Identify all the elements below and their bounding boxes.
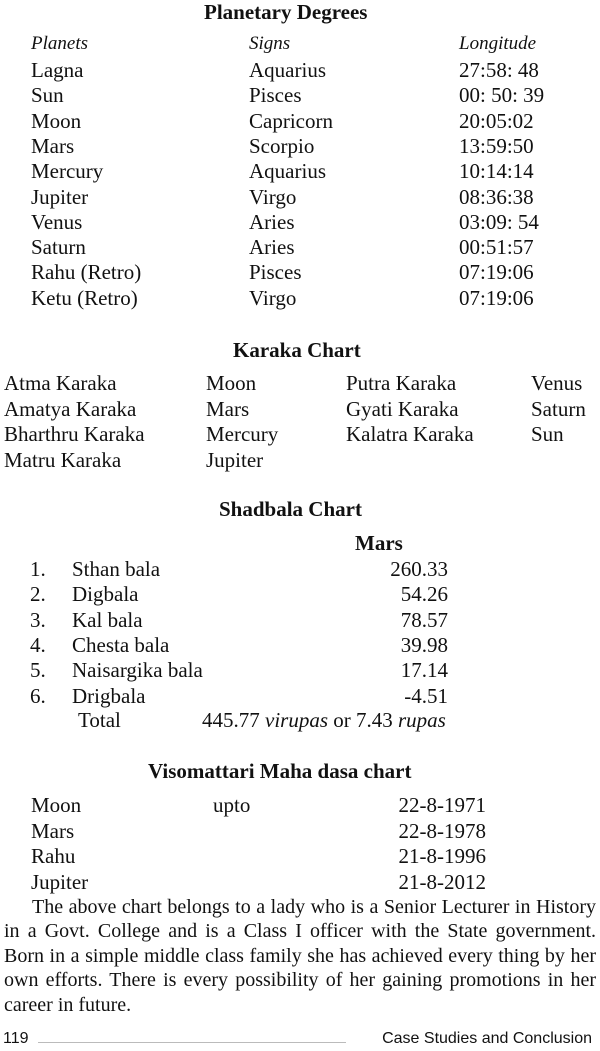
dasa-date: 21-8-2012 bbox=[398, 869, 486, 894]
shadbala-number: 4. bbox=[30, 632, 46, 657]
shadbala-number: 3. bbox=[30, 607, 46, 632]
planet-sign: Aquarius bbox=[249, 58, 326, 82]
planet-name: Saturn bbox=[31, 235, 86, 260]
total-rupas-value: 7.43 bbox=[356, 708, 393, 732]
planet-name: Mars bbox=[31, 133, 75, 158]
planet-name: Rahu (Retro) bbox=[31, 260, 142, 285]
shadbala-name: Sthan bala bbox=[72, 557, 161, 581]
planet-name: Lagna bbox=[31, 58, 84, 82]
planet-sign: Scorpio bbox=[249, 133, 315, 158]
planet-longitude: 10:14:14 bbox=[459, 159, 534, 184]
karaka-planet: Sun bbox=[531, 422, 564, 446]
footer-rule bbox=[38, 1042, 346, 1043]
karaka-chart-title: Karaka Chart bbox=[233, 338, 361, 362]
total-virupas-value: 445.77 bbox=[202, 708, 260, 732]
dasa-planet: Rahu bbox=[31, 844, 76, 868]
planet-sign: Virgo bbox=[249, 285, 297, 310]
planet-name: Venus bbox=[31, 209, 83, 234]
planet-longitude: 27:58: 48 bbox=[459, 58, 539, 82]
planet-sign: Aries bbox=[249, 209, 295, 234]
karaka-name: Atma Karaka bbox=[4, 371, 117, 395]
planet-sign: Pisces bbox=[249, 83, 302, 108]
planets-column-header: Planets bbox=[31, 33, 88, 54]
shadbala-name: Naisargika bala bbox=[72, 658, 203, 683]
shadbala-total-label: Total bbox=[78, 708, 121, 732]
planet-longitude: 00: 50: 39 bbox=[459, 83, 545, 108]
shadbala-number: 2. bbox=[30, 582, 46, 607]
karaka-name: Kalatra Karaka bbox=[346, 422, 474, 446]
page-number: 119 bbox=[3, 1030, 29, 1047]
planet-name: Moon bbox=[31, 108, 82, 133]
shadbala-number: 6. bbox=[30, 683, 46, 708]
karaka-name: Bharthru Karaka bbox=[4, 422, 145, 446]
dasa-date: 22-8-1978 bbox=[398, 818, 486, 843]
total-virupas-unit: virupas bbox=[265, 708, 328, 732]
planet-name: Mercury bbox=[31, 159, 104, 184]
shadbala-name: Chesta bala bbox=[72, 632, 170, 657]
planet-longitude: 07:19:06 bbox=[459, 260, 534, 285]
shadbala-total-row bbox=[78, 708, 121, 733]
karaka-planet: Mercury bbox=[206, 422, 279, 446]
karaka-planet: Jupiter bbox=[206, 447, 264, 472]
shadbala-column-header: Mars bbox=[355, 531, 403, 555]
shadbala-number: 5. bbox=[30, 658, 46, 683]
shadbala-value: -4.51 bbox=[404, 683, 448, 708]
total-rupas-unit: rupas bbox=[398, 708, 446, 732]
shadbala-chart-title: Shadbala Chart bbox=[219, 497, 362, 521]
footer-section-title: Case Studies and Conclusion bbox=[382, 1030, 592, 1047]
case-description-text: The above chart belongs to a lady who is a Senior Lecturer in History in a Govt. College and is a Class I officer with the State government. Born in a simple middle class family she has achieved every thing by her own efforts. There is every possibility of her gaining promotions in her career in future. bbox=[4, 896, 596, 1016]
dasa-chart-title: Visomattari Maha dasa chart bbox=[148, 759, 412, 783]
planet-longitude: 20:05:02 bbox=[459, 108, 534, 133]
karaka-name: Amatya Karaka bbox=[4, 396, 137, 421]
planet-sign: Pisces bbox=[249, 260, 302, 285]
case-description-paragraph bbox=[4, 895, 596, 1017]
planet-sign: Capricorn bbox=[249, 108, 333, 133]
planet-longitude: 13:59:50 bbox=[459, 133, 534, 158]
total-or-text: or bbox=[333, 708, 351, 732]
shadbala-number: 1. bbox=[30, 557, 46, 581]
planet-name: Sun bbox=[31, 83, 64, 108]
planetary-degrees-title: Planetary Degrees bbox=[204, 0, 368, 24]
planet-sign: Virgo bbox=[249, 184, 297, 209]
shadbala-name: Digbala bbox=[72, 582, 139, 607]
shadbala-name: Kal bala bbox=[72, 607, 143, 632]
planet-longitude: 07:19:06 bbox=[459, 285, 534, 310]
dasa-planet: Mars bbox=[31, 818, 75, 843]
shadbala-value: 78.57 bbox=[400, 607, 448, 632]
planet-sign: Aries bbox=[249, 235, 295, 260]
karaka-planet: Mars bbox=[206, 396, 250, 421]
planet-name: Ketu (Retro) bbox=[31, 285, 138, 310]
karaka-name: Putra Karaka bbox=[346, 371, 457, 395]
dasa-planet: Jupiter bbox=[31, 869, 89, 894]
planet-longitude: 08:36:38 bbox=[459, 184, 534, 209]
shadbala-value: 260.33 bbox=[390, 557, 448, 581]
shadbala-name: Drigbala bbox=[72, 683, 146, 708]
karaka-name: Matru Karaka bbox=[4, 447, 122, 472]
dasa-upto-label: upto bbox=[213, 793, 251, 817]
planet-longitude: 03:09: 54 bbox=[459, 209, 539, 234]
karaka-planet: Moon bbox=[206, 371, 257, 395]
shadbala-total-value bbox=[202, 708, 446, 733]
planet-sign: Aquarius bbox=[249, 159, 326, 184]
shadbala-value: 54.26 bbox=[400, 582, 448, 607]
dasa-date: 21-8-1996 bbox=[398, 844, 486, 868]
planet-name: Jupiter bbox=[31, 184, 89, 209]
signs-column-header: Signs bbox=[249, 33, 291, 54]
karaka-planet: Saturn bbox=[531, 396, 586, 421]
longitude-column-header: Longitude bbox=[459, 33, 537, 54]
karaka-name: Gyati Karaka bbox=[346, 396, 459, 421]
shadbala-value: 39.98 bbox=[400, 632, 448, 657]
dasa-date: 22-8-1971 bbox=[398, 793, 486, 817]
dasa-planet: Moon bbox=[31, 793, 82, 817]
shadbala-value: 17.14 bbox=[400, 658, 448, 683]
planet-longitude: 00:51:57 bbox=[459, 235, 534, 260]
karaka-planet: Venus bbox=[531, 371, 583, 395]
